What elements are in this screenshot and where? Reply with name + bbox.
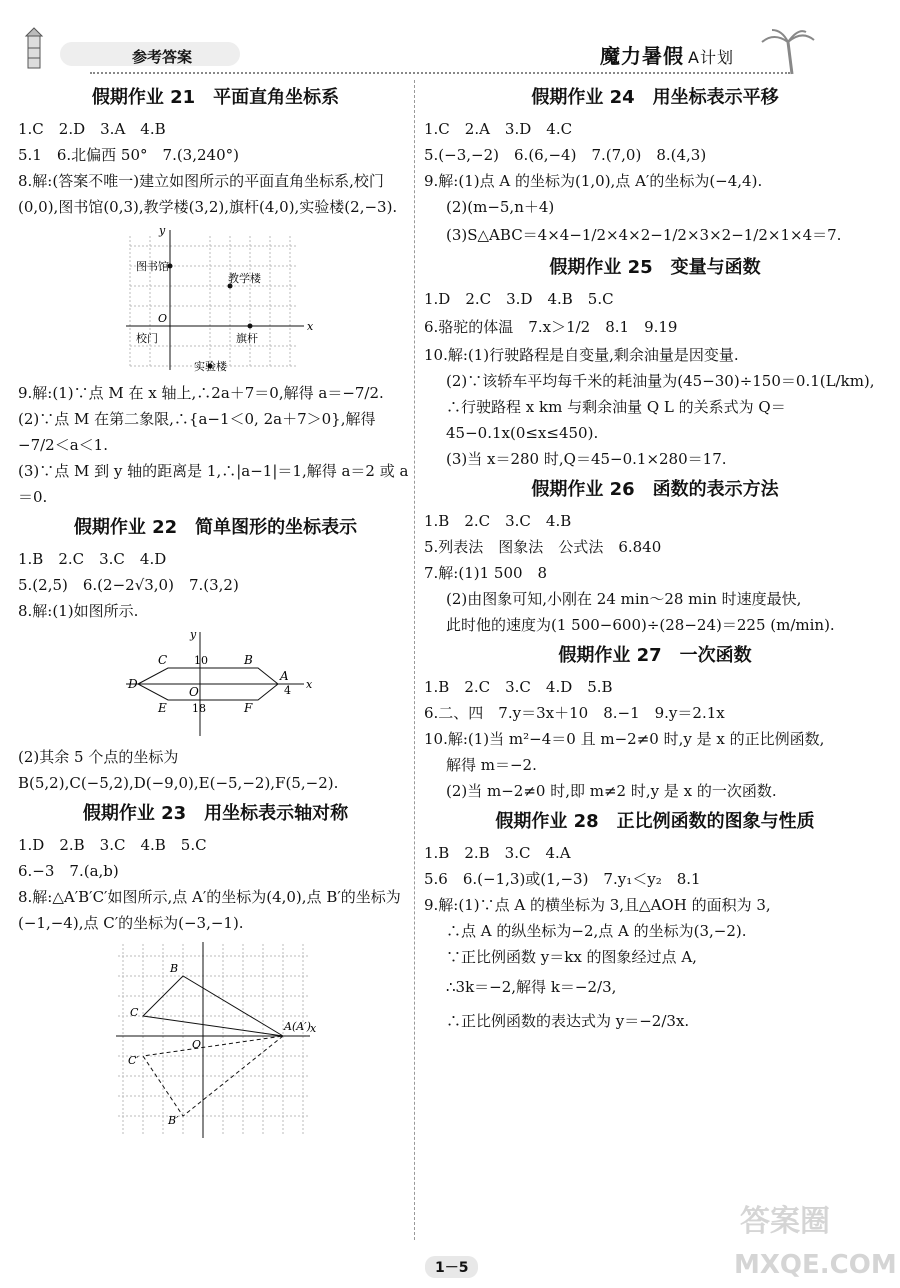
campus-grid <box>18 224 413 376</box>
answer-line: ∴正比例函数的表达式为 y＝−2/3x. <box>446 1012 690 1030</box>
page-number: 1－5 <box>425 1256 478 1278</box>
lab-label: 实验楼 <box>194 360 227 373</box>
point-C2-label: C′ <box>128 1054 139 1067</box>
dimension-4: 4 <box>284 684 291 697</box>
y-axis-label: y <box>159 224 166 237</box>
section-title-23: 假期作业 23 用坐标表示轴对称 <box>82 803 349 824</box>
answer-line: ∴3k＝−2,解得 k＝−2/3, <box>446 978 617 996</box>
section-title-21: 假期作业 21 平面直角坐标系 <box>91 87 340 108</box>
point-B-label: B <box>170 962 179 975</box>
reflection-diagram <box>18 940 413 1140</box>
answer-line: 8.解:(答案不唯一)建立如图所示的平面直角坐标系,校门(0,0),图书馆(0,3),教学楼(3,2),旗杆(4,0),实验楼(2,−3). <box>18 172 398 216</box>
answer-line: 5.6 6.(−1,3)或(1,−3) 7.y₁＜y₂ 8.1 <box>424 870 701 888</box>
column-divider <box>414 80 415 1240</box>
section-title-22: 假期作业 22 简单图形的坐标表示 <box>73 517 358 538</box>
answer-line: ∴行驶路程 x km 与剩余油量 Q L 的关系式为 Q＝45−0.1x(0≤x≤450). <box>446 398 786 442</box>
answer-line: 1.C 2.A 3.D 4.C <box>424 120 573 138</box>
left-column <box>18 80 413 1144</box>
answer-line: (3)S△ABC＝4×4−1/2×4×2−1/2×3×2−1/2×1×4＝7. <box>446 226 842 244</box>
answer-line: 10.解:(1)行驶路程是自变量,剩余油量是因变量. <box>424 346 739 364</box>
point-B2-label: B′ <box>168 1114 179 1127</box>
answer-line: (2)∵点 M 在第二象限,∴{a−1＜0, 2a＋7＞0},解得 −7/2＜a＜1. <box>18 410 376 454</box>
point-A-label: A(A′) <box>284 1020 311 1033</box>
section-title-28: 假期作业 28 正比例函数的图象与性质 <box>495 811 815 832</box>
point-F-label: F <box>244 701 253 715</box>
section-title-24: 假期作业 24 用坐标表示平移 <box>531 87 779 108</box>
answer-line: 8.解:△A′B′C′如图所示,点 A′的坐标为(4,0),点 B′的坐标为(−1,−4),点 C′的坐标为(−3,−1). <box>18 888 401 932</box>
answer-line: 9.解:(1)∵点 M 在 x 轴上,∴2a＋7＝0,解得 a＝−7/2. <box>18 384 384 402</box>
answer-line: (3)当 x＝280 时,Q＝45−0.1×280＝17. <box>446 450 727 468</box>
answers-label: 参考答案 <box>132 48 193 66</box>
answer-line: 5.(2,5) 6.(2−2√3,0) 7.(3,2) <box>18 576 239 594</box>
answer-line: 5.列表法 图象法 公式法 6.840 <box>424 538 662 556</box>
answer-line: 6.骆驼的体温 7.x＞1/2 8.1 9.19 <box>424 318 678 336</box>
gate-label: 校门 <box>136 332 158 345</box>
answer-line: 9.解:(1)点 A 的坐标为(1,0),点 A′的坐标为(−4,4). <box>424 172 763 190</box>
answer-line: 6.二、四 7.y＝3x＋10 8.−1 9.y＝2.1x <box>424 704 725 722</box>
answer-line: 1.B 2.C 3.C 4.D 5.B <box>424 678 613 696</box>
answer-line: (2)∵该轿车平均每千米的耗油量为(45−30)÷150＝0.1(L/km), <box>446 372 875 390</box>
answer-line: (2)当 m−2≠0 时,即 m≠2 时,y 是 x 的一次函数. <box>446 782 777 800</box>
answer-line: 8.解:(1)如图所示. <box>18 602 139 620</box>
answer-line: (2)其余 5 个点的坐标为 B(5,2),C(−5,2),D(−9,0),E(−5,−2),F(5,−2). <box>18 748 339 792</box>
section-title-25: 假期作业 25 变量与函数 <box>549 257 761 278</box>
watermark-bottom: MXQE.COM <box>734 1250 897 1280</box>
hexagon-figure <box>18 628 413 740</box>
answer-line: 6.−3 7.(a,b) <box>18 862 119 880</box>
origin-label: O <box>192 1038 202 1051</box>
origin-label: O <box>158 312 168 325</box>
point-E-label: E <box>158 701 167 715</box>
answer-line: (2)(m−5,n＋4) <box>446 198 555 216</box>
answer-line: (3)∵点 M 到 y 轴的距离是 1,∴|a−1|＝1,解得 a＝2 或 a＝0. <box>18 462 409 506</box>
x-axis-label: x <box>306 678 313 691</box>
point-C-label: C <box>158 653 168 667</box>
answer-line: 5.1 6.北偏西 50° 7.(3,240°) <box>18 146 239 164</box>
section-title-27: 假期作业 27 一次函数 <box>558 645 752 666</box>
origin-label: O <box>189 685 199 699</box>
x-axis-label: x <box>307 320 314 333</box>
answer-line: 10.解:(1)当 m²−4＝0 且 m−2≠0 时,y 是 x 的正比例函数, <box>424 730 825 748</box>
brand-logo <box>600 40 734 69</box>
answer-line: 1.C 2.D 3.A 4.B <box>18 120 166 138</box>
x-axis-label: x <box>310 1022 317 1035</box>
answer-line: 1.D 2.B 3.C 4.B 5.C <box>18 836 207 854</box>
point-B-label: B <box>244 653 253 667</box>
answer-line: 1.B 2.C 3.C 4.B <box>424 512 572 530</box>
right-column <box>424 80 886 1038</box>
point-C-label: C <box>130 1006 139 1019</box>
campus-coordinate-figure <box>18 224 413 376</box>
answer-line: 1.B 2.C 3.C 4.D <box>18 550 167 568</box>
answer-line: 解得 m＝−2. <box>446 756 537 774</box>
lighthouse-icon <box>14 26 54 74</box>
flagpole-label: 旗杆 <box>236 332 258 345</box>
answer-line: 1.B 2.B 3.C 4.A <box>424 844 571 862</box>
point-D-label: D <box>128 677 138 691</box>
reflection-figure <box>18 940 413 1140</box>
brand-sub: A计划 <box>688 48 734 67</box>
answer-line: 此时他的速度为(1 500−600)÷(28−24)＝225 (m/min). <box>446 616 835 634</box>
dimension-18: 18 <box>192 702 206 715</box>
point-A-label: A <box>280 669 289 683</box>
answer-line: ∵正比例函数 y＝kx 的图象经过点 A, <box>446 948 697 966</box>
watermark-top: 答案圈 <box>740 1204 830 1239</box>
answer-line: 1.D 2.C 3.D 4.B 5.C <box>424 290 614 308</box>
library-label: 图书馆 <box>136 260 169 273</box>
page-header <box>0 0 900 80</box>
answer-line: ∴点 A 的纵坐标为−2,点 A 的坐标为(3,−2). <box>446 922 747 940</box>
brand-title: 魔力暑假 <box>600 44 684 68</box>
section-title-26: 假期作业 26 函数的表示方法 <box>531 479 779 500</box>
y-axis-label: y <box>190 628 197 641</box>
header-rule <box>90 72 790 74</box>
hexagon-diagram <box>18 628 413 740</box>
answer-line: 7.解:(1)1 500 8 <box>424 564 548 582</box>
answer-line: (2)由图象可知,小刚在 24 min～28 min 时速度最快, <box>446 590 802 608</box>
answer-line: 9.解:(1)∵点 A 的横坐标为 3,且△AOH 的面积为 3, <box>424 896 771 914</box>
dimension-10: 10 <box>194 654 208 667</box>
palm-tree-icon <box>758 28 818 76</box>
teaching-building-label: 教学楼 <box>228 272 261 285</box>
answer-line: 5.(−3,−2) 6.(6,−4) 7.(7,0) 8.(4,3) <box>424 146 707 164</box>
